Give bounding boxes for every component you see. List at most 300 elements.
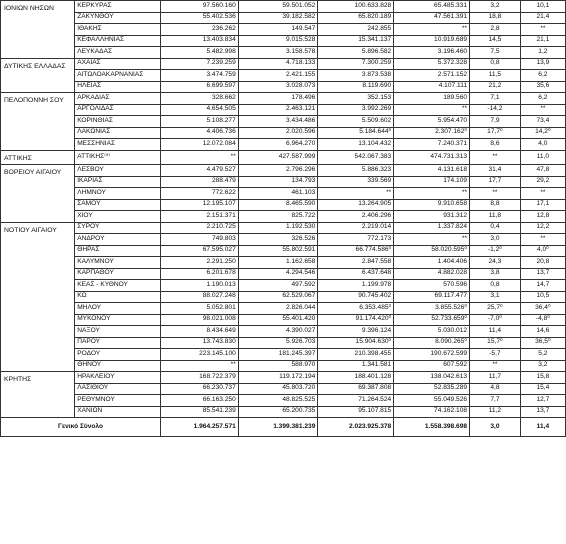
prefecture-name: ΧΑΝΙΩΝ — [75, 406, 161, 418]
prefecture-name: ΜΗΛΟΥ — [75, 303, 161, 315]
value-2: 39.182.582 — [238, 12, 318, 24]
value-2: 149.547 — [238, 24, 318, 36]
value-1: 85.541.239 — [161, 406, 239, 418]
value-4: 931.312 — [394, 211, 470, 223]
value-4: 10.919.689 — [394, 35, 470, 47]
prefecture-name: ΚΟΡΙΝΘΙΑΣ — [75, 116, 161, 128]
value-3: 1.199.978 — [318, 280, 394, 292]
value-3: 5.509.602 — [318, 116, 394, 128]
pct-change-2: 1,2 — [520, 47, 565, 59]
value-2: 48.825.525 — [238, 395, 318, 407]
value-2: 134.793 — [238, 176, 318, 188]
pct-change-2: 14,6 — [520, 326, 565, 338]
region-name: ΑΤΤΙΚΗΣ — [1, 150, 75, 165]
table-row — [1, 47, 566, 59]
table-row — [1, 127, 566, 139]
prefecture-name: ΧΙΟΥ — [75, 211, 161, 223]
total-value-3: 2.023.925.378 — [318, 418, 394, 437]
total-pct-1: 3,0 — [470, 418, 521, 437]
pct-change-2: 36,4⁰ — [520, 303, 565, 315]
value-1: 236.262 — [161, 24, 239, 36]
region-name: ΚΡΗΤΗΣ — [1, 372, 75, 418]
pct-change-1: 11,8 — [470, 211, 521, 223]
pct-change-1: -5,7 — [470, 349, 521, 361]
value-1: 12.195.107 — [161, 199, 239, 211]
pct-change-1: 3,8 — [470, 268, 521, 280]
region-name: ΔΥΤΙΚΗΣ ΕΛΛΑΔΑΣ — [1, 58, 75, 93]
value-1: 6.699.597 — [161, 81, 239, 93]
value-1: 12.072.084 — [161, 139, 239, 151]
table-row — [1, 257, 566, 269]
value-1: ** — [161, 150, 239, 165]
table-row — [1, 211, 566, 223]
value-1: 1.190.013 — [161, 280, 239, 292]
prefecture-name: ΜΥΚΟΝΟΥ — [75, 314, 161, 326]
value-1: 88.027.248 — [161, 291, 239, 303]
value-4: 1.404.406 — [394, 257, 470, 269]
value-1: 6.201.678 — [161, 268, 239, 280]
table-row — [1, 360, 566, 372]
pct-change-1: ** — [470, 360, 521, 372]
table-row — [1, 314, 566, 326]
total-value-2: 1.399.381.239 — [238, 418, 318, 437]
table-row — [1, 35, 566, 47]
value-2: 4.294.546 — [238, 268, 318, 280]
prefecture-name: ΚΕΦΑΛΛΗΝΙΑΣ — [75, 35, 161, 47]
value-1: 67.595.027 — [161, 245, 239, 257]
value-1: 5.052.801 — [161, 303, 239, 315]
prefecture-name: ΖΑΚΥΝΘΟΥ — [75, 12, 161, 24]
value-3: 7.300.259 — [318, 58, 394, 70]
pct-change-1: 17,7 — [470, 176, 521, 188]
table-row — [1, 165, 566, 177]
pct-change-1: 7,7 — [470, 395, 521, 407]
value-3: 65.820.189 — [318, 12, 394, 24]
value-3: 15.341.137 — [318, 35, 394, 47]
pct-change-2: 12,2 — [520, 222, 565, 234]
table-row — [1, 245, 566, 257]
value-4: 65.485.331 — [394, 1, 470, 13]
value-2: 825.722 — [238, 211, 318, 223]
value-4: ** — [394, 24, 470, 36]
pct-change-2: 6,2 — [520, 70, 565, 82]
total-label: Γενικό Σύνολο — [1, 418, 161, 437]
value-2: 4.390.027 — [238, 326, 318, 338]
value-3: 242.855 — [318, 24, 394, 36]
pct-change-2: 15,4 — [520, 383, 565, 395]
pct-change-2: 20,8 — [520, 257, 565, 269]
prefecture-name: ΚΩ — [75, 291, 161, 303]
value-4: 3.196.460 — [394, 47, 470, 59]
value-1: 7.239.259 — [161, 58, 239, 70]
value-4: 5.954.470 — [394, 116, 470, 128]
prefecture-name: ΑΙΤΩΛΟΑΚΑΡΝΑΝΙΑΣ — [75, 70, 161, 82]
prefecture-name: ΙΘΑΚΗΣ — [75, 24, 161, 36]
value-4: 52.835.289 — [394, 383, 470, 395]
value-1: 328.662 — [161, 93, 239, 105]
value-4: 189.560 — [394, 93, 470, 105]
value-3: 13.104.432 — [318, 139, 394, 151]
value-1: 98.021.008 — [161, 314, 239, 326]
pct-change-2: 36,5⁰ — [520, 337, 565, 349]
region-name: ΙΟΝΙΩΝ ΝΗΣΩΝ — [1, 1, 75, 59]
table-row — [1, 280, 566, 292]
value-3: 15.904.630⁰ — [318, 337, 394, 349]
prefecture-name: ΛΕΣΒΟΥ — [75, 165, 161, 177]
value-3: 71.264.524 — [318, 395, 394, 407]
value-2: 2.421.155 — [238, 70, 318, 82]
table-row — [1, 1, 566, 13]
value-1: 772.622 — [161, 188, 239, 200]
value-2: 2.826.044 — [238, 303, 318, 315]
value-3: 3.873.538 — [318, 70, 394, 82]
pct-change-2: 11,0 — [520, 150, 565, 165]
table-row — [1, 349, 566, 361]
prefecture-name: ΝΑΞΟΥ — [75, 326, 161, 338]
table-row — [1, 12, 566, 24]
table-row — [1, 383, 566, 395]
table-row — [1, 303, 566, 315]
value-2: 178.496 — [238, 93, 318, 105]
table-row — [1, 326, 566, 338]
pct-change-1: 8,8 — [470, 199, 521, 211]
value-4: ** — [394, 104, 470, 116]
pct-change-2: 6,2 — [520, 93, 565, 105]
pct-change-1: 11,4 — [470, 326, 521, 338]
prefecture-name: ΘΗΡΑΣ — [75, 245, 161, 257]
pct-change-1: 3,2 — [470, 1, 521, 13]
value-3: 542.067.383 — [318, 150, 394, 165]
table-row — [1, 176, 566, 188]
prefecture-name: ΑΤΤΙΚΗΣ⁽*⁾ — [75, 150, 161, 165]
pct-change-2: 3,2 — [520, 360, 565, 372]
table-row — [1, 234, 566, 246]
value-4: ** — [394, 234, 470, 246]
value-1: 13.743.830 — [161, 337, 239, 349]
value-3: 339.569 — [318, 176, 394, 188]
region-name: ΠΕΛΟΠΟΝΝΗ ΣΟΥ — [1, 93, 75, 151]
value-2: 119.172.194 — [238, 372, 318, 384]
value-2: 6.964.270 — [238, 139, 318, 151]
pct-change-2: 4,0⁰ — [520, 245, 565, 257]
table-row — [1, 70, 566, 82]
region-name: ΝΟΤΙΟΥ ΑΙΓΑΙΟΥ — [1, 222, 75, 372]
prefecture-name: ΣΑΜΟΥ — [75, 199, 161, 211]
pct-change-1: 25,7⁰ — [470, 303, 521, 315]
value-3: 3.992.269 — [318, 104, 394, 116]
table-row — [1, 58, 566, 70]
value-3: 69.387.808 — [318, 383, 394, 395]
pct-change-2: 5,2 — [520, 349, 565, 361]
value-4: 74.162.108 — [394, 406, 470, 418]
value-4: 2.307.162⁰ — [394, 127, 470, 139]
pct-change-2: 10,1 — [520, 1, 565, 13]
prefecture-name: ΚΑΡΠΑΘΟΥ — [75, 268, 161, 280]
value-3: 772.173 — [318, 234, 394, 246]
value-4: 47.561.391 — [394, 12, 470, 24]
table-row — [1, 116, 566, 128]
prefecture-name: ΛΕΥΚΑΔΑΣ — [75, 47, 161, 59]
value-2: 427.587.999 — [238, 150, 318, 165]
value-4: 4.882.028 — [394, 268, 470, 280]
total-pct-2: 11,4 — [520, 418, 565, 437]
value-3: 13.264.905 — [318, 199, 394, 211]
prefecture-name: ΚΑΛΥΜΝΟΥ — [75, 257, 161, 269]
pct-change-2: 15,8 — [520, 372, 565, 384]
value-1: 3.474.759 — [161, 70, 239, 82]
value-1: 5.482.998 — [161, 47, 239, 59]
value-3: 5.184.644⁰ — [318, 127, 394, 139]
value-1: 4.479.527 — [161, 165, 239, 177]
value-4: 2.571.152 — [394, 70, 470, 82]
value-1: 13.403.834 — [161, 35, 239, 47]
value-3: 188.401.128 — [318, 372, 394, 384]
value-2: 1.192.530 — [238, 222, 318, 234]
region-name: ΒΟΡΕΙΟΥ ΑΙΓΑΙΟΥ — [1, 165, 75, 223]
table-row — [1, 406, 566, 418]
value-2: 588.970 — [238, 360, 318, 372]
value-2: 5.926.703 — [238, 337, 318, 349]
table-row — [1, 139, 566, 151]
value-4: 607.592 — [394, 360, 470, 372]
value-2: 181.245.397 — [238, 349, 318, 361]
pct-change-2: ** — [520, 188, 565, 200]
value-2: 497.592 — [238, 280, 318, 292]
prefecture-name: ΑΧΑΪΑΣ — [75, 58, 161, 70]
value-4: ** — [394, 188, 470, 200]
value-3: 352.153 — [318, 93, 394, 105]
value-3: 95.107.815 — [318, 406, 394, 418]
value-1: 66.230.737 — [161, 383, 239, 395]
pct-change-1: 0,8 — [470, 58, 521, 70]
pct-change-1: 4,8 — [470, 383, 521, 395]
table-row — [1, 268, 566, 280]
table-row — [1, 24, 566, 36]
pct-change-1: -14,2 — [470, 104, 521, 116]
value-1: ** — [161, 360, 239, 372]
value-3: 2.219.014 — [318, 222, 394, 234]
value-3: 2.406.296 — [318, 211, 394, 223]
value-3: 6.353.485⁰ — [318, 303, 394, 315]
prefecture-name: ΜΕΣΣΗΝΙΑΣ — [75, 139, 161, 151]
value-4: 55.049.526 — [394, 395, 470, 407]
table-row — [1, 199, 566, 211]
pct-change-2: 13,7 — [520, 406, 565, 418]
value-2: 3.028.073 — [238, 81, 318, 93]
value-3: ** — [318, 188, 394, 200]
pct-change-1: ** — [470, 188, 521, 200]
value-2: 3.434.486 — [238, 116, 318, 128]
value-4: 5.372.328 — [394, 58, 470, 70]
value-4: 1.337.824 — [394, 222, 470, 234]
value-3: 66.774.586⁰ — [318, 245, 394, 257]
pct-change-2: 14,2⁰ — [520, 127, 565, 139]
pct-change-1: 11,7 — [470, 372, 521, 384]
pct-change-1: 11,2 — [470, 406, 521, 418]
pct-change-2: 13,9 — [520, 58, 565, 70]
pct-change-1: 3,0 — [470, 234, 521, 246]
value-4: 190.672.599 — [394, 349, 470, 361]
pct-change-1: -7,0⁰ — [470, 314, 521, 326]
pct-change-2: 12,7 — [520, 395, 565, 407]
pct-change-2: ** — [520, 234, 565, 246]
value-4: 9.910.658 — [394, 199, 470, 211]
pct-change-2: -4,8⁰ — [520, 314, 565, 326]
value-4: 4.107.111 — [394, 81, 470, 93]
table-row — [1, 291, 566, 303]
value-4: 138.042.613 — [394, 372, 470, 384]
value-4: 5.030.012 — [394, 326, 470, 338]
pct-change-1: 31,4 — [470, 165, 521, 177]
value-2: 59.501.052 — [238, 1, 318, 13]
pct-change-1: 7,9 — [470, 116, 521, 128]
pct-change-2: 21,4 — [520, 12, 565, 24]
value-1: 288.479 — [161, 176, 239, 188]
value-2: 9.015.528 — [238, 35, 318, 47]
value-1: 4.654.505 — [161, 104, 239, 116]
value-4: 69.117.477 — [394, 291, 470, 303]
value-3: 6.437.648 — [318, 268, 394, 280]
pct-change-2: ** — [520, 24, 565, 36]
pct-change-2: 73,4 — [520, 116, 565, 128]
pct-change-2: 13,7 — [520, 268, 565, 280]
value-2: 55.401.420 — [238, 314, 318, 326]
value-3: 8.119.690 — [318, 81, 394, 93]
prefecture-name: ΡΕΘΥΜΝΟΥ — [75, 395, 161, 407]
prefecture-name: ΛΗΜΝΟΥ — [75, 188, 161, 200]
value-2: 45.803.720 — [238, 383, 318, 395]
total-value-4: 1.558.398.698 — [394, 418, 470, 437]
value-3: 210.398.455 — [318, 349, 394, 361]
pct-change-2: ** — [520, 104, 565, 116]
prefecture-name: ΗΡΑΚΛΕΙΟΥ — [75, 372, 161, 384]
table-row — [1, 222, 566, 234]
value-1: 55.402.536 — [161, 12, 239, 24]
value-3: 5.886.323 — [318, 165, 394, 177]
pct-change-1: 7,1 — [470, 93, 521, 105]
pct-change-1: 3,1 — [470, 291, 521, 303]
pct-change-1: 0,8 — [470, 280, 521, 292]
value-2: 65.200.735 — [238, 406, 318, 418]
pct-change-2: 21,1 — [520, 35, 565, 47]
pct-change-1: 2,8 — [470, 24, 521, 36]
value-3: 2.847.558 — [318, 257, 394, 269]
value-1: 223.145.100 — [161, 349, 239, 361]
pct-change-1: 7,5 — [470, 47, 521, 59]
value-1: 66.163.250 — [161, 395, 239, 407]
value-4: 570.596 — [394, 280, 470, 292]
table-row — [1, 93, 566, 105]
value-1: 749.803 — [161, 234, 239, 246]
pct-change-1: -1,2⁰ — [470, 245, 521, 257]
prefecture-name: ΛΑΣΙΘΙΟΥ — [75, 383, 161, 395]
pct-change-2: 4,0 — [520, 139, 565, 151]
pct-change-1: 0,4 — [470, 222, 521, 234]
pct-change-1: 8,6 — [470, 139, 521, 151]
pct-change-2: 14,7 — [520, 280, 565, 292]
value-2: 1.162.658 — [238, 257, 318, 269]
prefecture-name: ΚΕΡΚΥΡΑΣ — [75, 1, 161, 13]
total-value-1: 1.964.257.571 — [161, 418, 239, 437]
prefecture-name: ΚΕΑΣ - ΚΥΘΝΟΥ — [75, 280, 161, 292]
value-3: 9.396.124 — [318, 326, 394, 338]
value-1: 2.291.250 — [161, 257, 239, 269]
table-row — [1, 104, 566, 116]
pct-change-1: 18,8 — [470, 12, 521, 24]
table-row — [1, 395, 566, 407]
table-body — [1, 1, 566, 437]
value-1: 8.434.649 — [161, 326, 239, 338]
pct-change-1: 21,2 — [470, 81, 521, 93]
pct-change-2: 10,5 — [520, 291, 565, 303]
value-1: 2.151.371 — [161, 211, 239, 223]
prefecture-name: ΙΚΑΡΙΑΣ — [75, 176, 161, 188]
pct-change-2: 29,2 — [520, 176, 565, 188]
pct-change-1: 11,5 — [470, 70, 521, 82]
value-4: 8.090.265⁰ — [394, 337, 470, 349]
value-1: 168.722.379 — [161, 372, 239, 384]
value-4: 58.020.595⁰ — [394, 245, 470, 257]
value-4: 52.733.659⁰ — [394, 314, 470, 326]
table-row — [1, 372, 566, 384]
value-2: 4.718.133 — [238, 58, 318, 70]
value-4: 474.731.313 — [394, 150, 470, 165]
table-row — [1, 337, 566, 349]
value-3: 5.896.582 — [318, 47, 394, 59]
table-row — [1, 150, 566, 165]
value-4: 4.131.618 — [394, 165, 470, 177]
table-row — [1, 188, 566, 200]
value-2: 62.529.067 — [238, 291, 318, 303]
value-1: 97.560.160 — [161, 1, 239, 13]
value-2: 2.463.121 — [238, 104, 318, 116]
pct-change-2: 17,1 — [520, 199, 565, 211]
prefecture-name: ΣΥΡΟΥ — [75, 222, 161, 234]
value-1: 5.108.277 — [161, 116, 239, 128]
value-4: 7.240.371 — [394, 139, 470, 151]
prefecture-name: ΑΡΓΟΛΙΔΑΣ — [75, 104, 161, 116]
prefecture-name: ΡΟΔΟΥ — [75, 349, 161, 361]
pct-change-1: 24,3 — [470, 257, 521, 269]
value-2: 2.020.596 — [238, 127, 318, 139]
table-row — [1, 81, 566, 93]
prefecture-name: ΠΑΡΟΥ — [75, 337, 161, 349]
prefecture-name: ΑΝΔΡΟΥ — [75, 234, 161, 246]
prefecture-name: ΗΛΕΙΑΣ — [75, 81, 161, 93]
value-2: 8.465.590 — [238, 199, 318, 211]
value-2: 2.796.296 — [238, 165, 318, 177]
value-3: 1.341.581 — [318, 360, 394, 372]
prefecture-name: ΛΑΚΩΝΙΑΣ — [75, 127, 161, 139]
pct-change-1: 17,7⁰ — [470, 127, 521, 139]
value-4: 174.109 — [394, 176, 470, 188]
pct-change-2: 12,8 — [520, 211, 565, 223]
total-row — [1, 418, 566, 437]
value-2: 461.103 — [238, 188, 318, 200]
pct-change-2: 35,6 — [520, 81, 565, 93]
value-2: 3.158.578 — [238, 47, 318, 59]
value-2: 326.526 — [238, 234, 318, 246]
value-1: 2.210.725 — [161, 222, 239, 234]
pct-change-1: 15,7⁰ — [470, 337, 521, 349]
value-3: 91.174.420⁰ — [318, 314, 394, 326]
pct-change-1: ** — [470, 150, 521, 165]
prefecture-name: ΘΗΝΟΥ — [75, 360, 161, 372]
pct-change-2: 47,8 — [520, 165, 565, 177]
value-3: 90.745.402 — [318, 291, 394, 303]
pct-change-1: 14,5 — [470, 35, 521, 47]
value-1: 4.406.736 — [161, 127, 239, 139]
